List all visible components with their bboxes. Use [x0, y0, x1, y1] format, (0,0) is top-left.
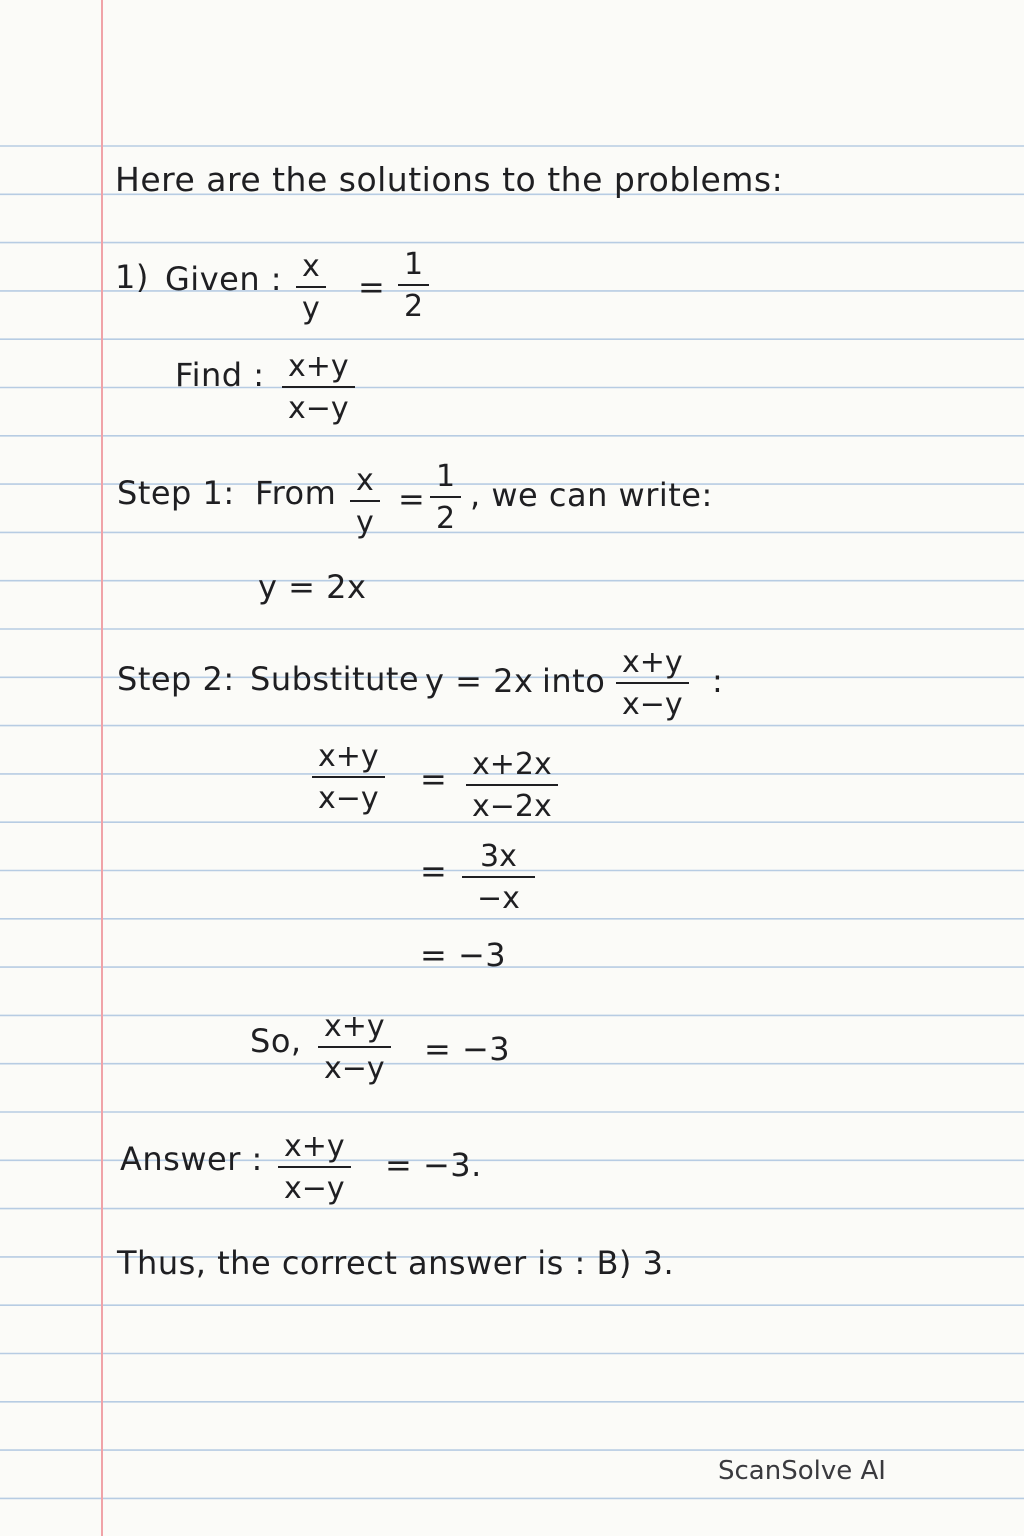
find-numerator: x+y	[282, 352, 355, 388]
step2-into: into	[542, 662, 606, 700]
answer-fraction	[278, 1129, 351, 1206]
step1-rhs-numerator: 1	[430, 462, 461, 498]
heading: Here are the solutions to the problems:	[115, 160, 784, 199]
given-numerator: x	[296, 252, 326, 288]
step2-line2-fraction	[462, 839, 535, 916]
step2-target-denominator: x−y	[622, 687, 683, 722]
step2-line2-numerator: 3x	[462, 842, 535, 878]
find-fraction	[282, 349, 355, 426]
step1-equals: =	[398, 480, 426, 518]
find-label: Find :	[175, 356, 265, 394]
step2-line1-rhs-numerator: x+2x	[466, 750, 558, 786]
step2-line1-lhs	[312, 739, 385, 816]
so-fraction	[318, 1009, 391, 1086]
given-equals: =	[358, 268, 386, 306]
problem-number: 1)	[115, 258, 149, 296]
step2-expression: y = 2x	[425, 662, 534, 700]
find-denominator: x−y	[288, 391, 349, 426]
step1-label: Step 1:	[117, 474, 235, 512]
step2-substitute: Substitute	[250, 660, 420, 698]
step2-line1-lhs-numerator: x+y	[312, 742, 385, 778]
step2-line1-rhs	[466, 747, 558, 824]
step2-line1-rhs-denominator: x−2x	[472, 789, 552, 824]
step1-denominator: y	[356, 505, 374, 540]
step2-label: Step 2:	[117, 660, 235, 698]
step2-line2-denominator: −x	[476, 881, 520, 916]
step2-target-fraction	[616, 645, 689, 722]
margin-line	[101, 0, 103, 1536]
so-numerator: x+y	[318, 1012, 391, 1048]
so-denominator: x−y	[324, 1051, 385, 1086]
given-rhs-numerator: 1	[398, 250, 429, 286]
answer-numerator: x+y	[278, 1132, 351, 1168]
answer-denominator: x−y	[284, 1171, 345, 1206]
so-label: So,	[250, 1022, 302, 1060]
step1-tail: , we can write:	[470, 476, 713, 514]
step2-colon: :	[712, 662, 724, 700]
answer-label: Answer :	[120, 1140, 263, 1178]
conclusion: Thus, the correct answer is : B) 3.	[117, 1244, 675, 1282]
so-result: = −3	[424, 1030, 511, 1068]
given-rhs-denominator: 2	[404, 289, 424, 324]
step2-line3: = −3	[420, 936, 507, 974]
answer-result: = −3.	[385, 1146, 482, 1184]
given-fraction	[296, 249, 326, 326]
step1-result: y = 2x	[258, 568, 367, 606]
given-label: Given :	[165, 260, 283, 298]
step2-line2-equals: =	[420, 852, 448, 890]
step1-fraction	[350, 463, 380, 540]
step2-line1-lhs-denominator: x−y	[318, 781, 379, 816]
given-denominator: y	[302, 291, 320, 326]
step2-target-numerator: x+y	[616, 648, 689, 684]
step2-line1-equals: =	[420, 760, 448, 798]
step1-rhs-denominator: 2	[436, 501, 456, 536]
step1-rhs-fraction	[430, 459, 461, 536]
step1-numerator: x	[350, 466, 380, 502]
given-rhs-fraction	[398, 247, 429, 324]
step1-from: From	[255, 474, 337, 512]
footer-brand: ScanSolve AI	[718, 1456, 886, 1486]
